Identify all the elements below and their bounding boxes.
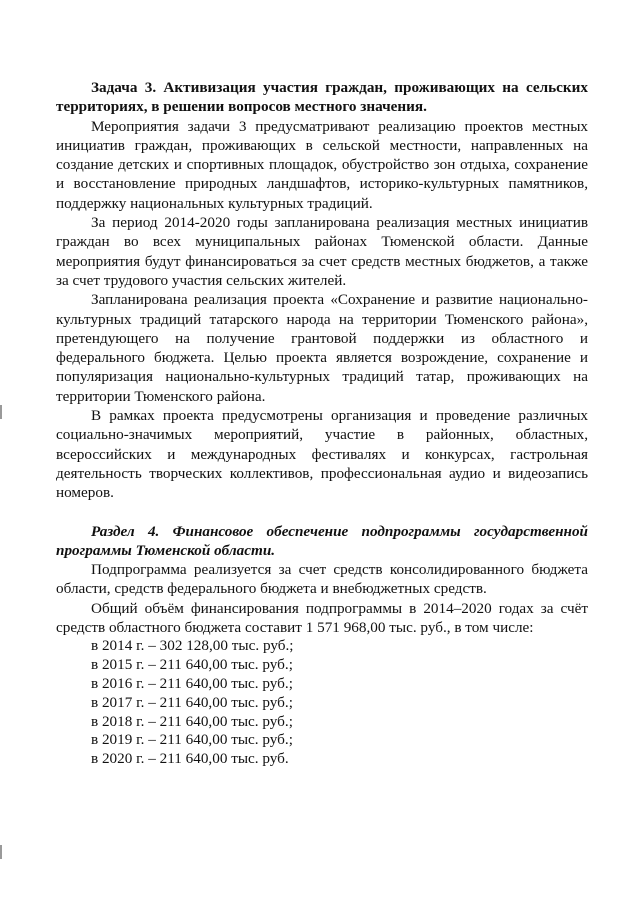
task3-paragraph-3: Запланирована реализация проекта «Сохранение и развитие национально-культурных традиций татарского народа на территории Тюменского района», претендующего на получение грантовой поддержки из областного и федерального бюджета. Целью проекта является возрождение, сохранение и популяризация национально-культурных традиций татар, проживающих на территории Тюменского района. bbox=[56, 291, 588, 405]
funding-by-year-list bbox=[56, 637, 588, 769]
funding-year-2015: в 2015 г. – 211 640,00 тыс. руб.; bbox=[91, 656, 293, 674]
section4-paragraph-1: Подпрограмма реализуется за счет средств консолидированного бюджета области, средств федерального бюджета и внебюджетных средств. bbox=[56, 561, 588, 598]
funding-year-2014: в 2014 г. – 302 128,00 тыс. руб.; bbox=[91, 637, 294, 655]
task3-paragraph-1: Мероприятия задачи 3 предусматривают реализацию проектов местных инициатив граждан, проживающих в сельской местности, направленных на создание детских и спортивных площадок, обустройство зон отдыха, сохранение и восстановление природных ландшафтов, историко-культурных памятников, поддержку национальных культурных традиций. bbox=[56, 117, 588, 212]
scan-edge-mark-top bbox=[0, 405, 2, 419]
document-page bbox=[56, 78, 588, 769]
section4-heading: Раздел 4. Финансовое обеспечение подпрограммы государственной программы Тюменской области. bbox=[56, 522, 588, 559]
task3-heading: Задача 3. Активизация участия граждан, проживающих на сельских территориях, в решении вопросов местного значения. bbox=[56, 79, 588, 116]
funding-year-2017: в 2017 г. – 211 640,00 тыс. руб.; bbox=[91, 693, 293, 711]
task3-paragraph-2: За период 2014-2020 годы запланирована реализация местных инициатив граждан во всех муниципальных районах Тюменской области. Данные мероприятия будут финансироваться за счет средств местных бюджетов, а также за счет трудового участия сельских жителей. bbox=[56, 214, 588, 289]
task3-paragraph-4: В рамках проекта предусмотрены организация и проведение различных социально-значимых мероприятий, участие в районных, областных, всероссийских и международных фестивалях и конкурсах, гастрольная деятельность творческих коллективов, профессиональная аудио и видеозапись номеров. bbox=[56, 407, 588, 502]
scan-edge-mark-bottom bbox=[0, 845, 2, 859]
funding-year-2020: в 2020 г. – 211 640,00 тыс. руб. bbox=[91, 750, 289, 768]
funding-year-2018: в 2018 г. – 211 640,00 тыс. руб.; bbox=[91, 712, 293, 730]
funding-year-2016: в 2016 г. – 211 640,00 тыс. руб.; bbox=[91, 674, 293, 692]
funding-year-2019: в 2019 г. – 211 640,00 тыс. руб.; bbox=[91, 731, 293, 749]
section4-paragraph-2: Общий объём финансирования подпрограммы в 2014–2020 годах за счёт средств областного бюджета составит 1 571 968,00 тыс. руб., в том числе: bbox=[56, 599, 588, 637]
section-spacer bbox=[56, 503, 588, 522]
